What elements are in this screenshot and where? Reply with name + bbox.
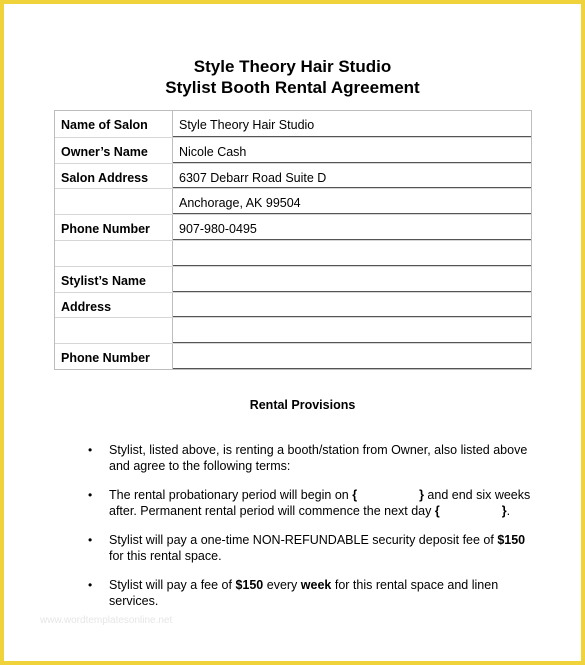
document-page [4,4,581,661]
form-row-stylist-address-2 [55,317,531,343]
form-row-stylist-address [55,292,531,318]
form-row-salon-name [55,111,531,137]
rental-provisions-heading: Rental Provisions [249,398,356,412]
form-row-owner-name [55,137,531,163]
form-row-blank [55,240,531,266]
stylist-phone-field[interactable] [173,344,531,369]
bullet-icon: • [88,488,93,502]
stylist-name-field[interactable] [173,267,531,292]
rental-fee-amount: $150 [235,578,264,592]
provision-text: every [263,578,301,592]
form-label [55,189,173,214]
list-item [88,532,536,564]
list-item [88,577,536,609]
form-label: Owner’s Name [55,138,173,163]
bullet-icon: • [88,578,93,592]
form-label [55,241,173,266]
info-form-table [54,110,532,370]
provision-text: Stylist will pay a one-time NON-REFUNDABLE security deposit fee of [109,533,498,547]
salon-address-line2-field[interactable]: Anchorage, AK 99504 [173,189,531,214]
provisions-list [88,442,536,622]
brace-close: } [419,488,424,502]
brace-open: { [352,488,358,502]
provision-text: for this rental space. [109,549,222,563]
form-label: Address [55,293,173,318]
provision-text: Stylist, listed above, is renting a booth/station from Owner, also listed above and agree to the following terms: [109,443,528,473]
form-label: Phone Number [55,344,173,369]
deposit-amount: $150 [497,533,526,547]
watermark: www.wordtemplatesonline.net [40,615,173,626]
form-label: Phone Number [55,215,173,240]
form-label: Salon Address [55,164,173,189]
owner-name-field[interactable]: Nicole Cash [173,138,531,163]
form-row-salon-address-2 [55,188,531,214]
form-row-stylist-name [55,266,531,292]
bullet-icon: • [88,443,93,457]
list-item [88,442,536,474]
salon-address-field[interactable]: 6307 Debarr Road Suite D [173,164,531,189]
form-row-stylist-phone [55,343,531,369]
provision-text: and end six weeks after. Permanent rental period will commence the next day [109,488,531,518]
provision-text: for this rental space and linen services. [109,578,499,608]
document-subtitle: Stylist Booth Rental Agreement [165,78,420,97]
brace-close: } [501,504,507,518]
document-title: Style Theory Hair Studio [193,57,392,76]
form-label: Stylist’s Name [55,267,173,292]
stylist-address-field[interactable] [173,293,531,318]
provision-text: Stylist will pay a fee of [109,578,236,592]
form-label [55,318,173,343]
brace-open: { [434,504,440,518]
form-row-salon-address [55,163,531,189]
provision-text: . [506,504,511,518]
provision-text: The rental probationary period will begin on [109,488,353,502]
list-item [88,487,536,519]
stylist-address-line2-field[interactable] [173,318,531,343]
form-label: Name of Salon [55,111,173,137]
rental-period: week [300,578,332,592]
salon-phone-field[interactable]: 907-980-0495 [173,215,531,240]
form-row-salon-phone [55,214,531,240]
bullet-icon: • [88,533,93,547]
salon-name-field[interactable]: Style Theory Hair Studio [173,111,531,137]
blank-field[interactable] [173,241,531,266]
